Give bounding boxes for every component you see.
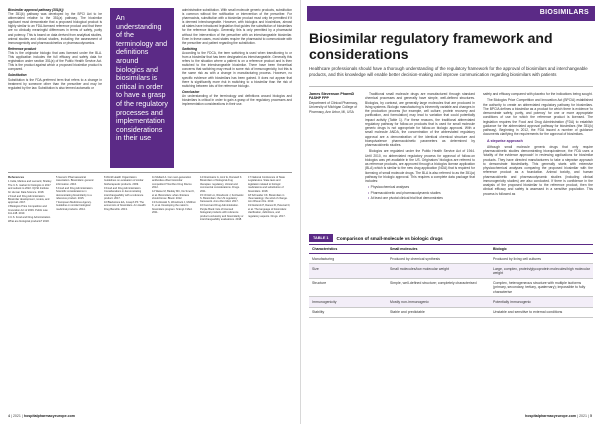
column-header: Small molecules bbox=[387, 245, 490, 254]
section-heading: Substitution bbox=[8, 73, 27, 78]
footer-year: 2021 bbox=[579, 414, 588, 418]
body-text: Although small molecule generic drugs that only require pharmacokinetic studies demonstrating bioequivalence, the FDA uses a 'totality of the evidence approach' in reviewing applications for biosimilar products. They have directed manufacturers to take a stepwise approach to demonstrate biosimilarity. This generally starts with extensive physicochemical analyses comparing the proposed biosimilar with the reference product as a foundation. Animal toxicity, and human pharmacokinetic and pharmacodynamic studies (including clinical immunogenicity studies) are also conducted. If there is confidence in the analysis of the proposed biosimilar to the reference product, then the clinical efficacy and safety is assessed in a sensitive population. This process is followed as bbox=[483, 144, 593, 196]
author-block bbox=[309, 92, 361, 114]
table-cell: Mostly non-immunogenic bbox=[387, 297, 490, 307]
reference-item: 19 Declerck P, Danesi R, Petersel D, et al. The language of biosimilars: clarification, definitions, and regulatory aspects. Drugs. 2017. bbox=[248, 204, 291, 218]
table-row bbox=[309, 254, 593, 264]
table-cell: Size bbox=[309, 264, 387, 278]
table-cell: Large, complex, protein/glycoprotein molecules/high molecular weight bbox=[490, 264, 593, 278]
body-text: This is the originator biologic that was licensed under the BLA. This application includes the full efficacy and safety data for registration under section 351(a) of the Public Health Service Act. This is the product against which a proposed biosimilar product is compared. bbox=[8, 50, 102, 72]
footer-site[interactable]: hospitalpharmacyeurope.com bbox=[23, 414, 75, 418]
table-title: Comparison of small-molecule vs biologic drugs bbox=[336, 235, 443, 241]
table-row bbox=[309, 297, 593, 307]
table-cell: Produced by living cell cultures bbox=[490, 254, 593, 264]
reference-item: 5 Generic Pharmaceutical Association. Biosimilars: general information. 2016. bbox=[56, 176, 94, 186]
reference-item: 8 World Health Organization. Guidelines on evaluation of similar biotherapeutic products. 2009. bbox=[104, 176, 144, 186]
author-affiliation: Department of Clinical Pharmacy, University of Michigan College of Pharmacy, Ann Arbor, MI, USA bbox=[309, 100, 358, 114]
references-column-5 bbox=[200, 176, 244, 404]
references-column-2 bbox=[56, 176, 100, 404]
reference-item: 16 Food and Drug Administration. Purple Book: lists of licensed biological products with reference product exclusivity and biosimilarity or interchangeability evaluations. 2018. bbox=[200, 204, 244, 222]
body-text: An understanding of the terminology and definitions around biologics and biosimilars is critical in order to gain a grasp of the regulatory processes and implementation considerations in their use. bbox=[182, 93, 292, 107]
section-heading: Reference product bbox=[8, 46, 37, 51]
section-heading: Switching bbox=[182, 46, 198, 51]
section-label: BIOSIMILARS bbox=[539, 9, 589, 16]
body-column-b bbox=[483, 92, 593, 230]
reference-item: 3 Biologics Price Competition and Innovation Act of 2009. Public Law 111-148. 2010. bbox=[8, 205, 48, 216]
table-cell: Immunogenicity bbox=[309, 297, 387, 307]
references-heading: References bbox=[8, 176, 25, 179]
page-footer: 4 | 2021 | hospitalpharmacyeurope.com bbox=[8, 414, 75, 418]
reference-item: 1 Cella, Markus and Leonard, Shelley. The U.S. market for biologics in 2017 and outlook to 2022. IQVIA Institute for Human Data Science. 2018. bbox=[8, 180, 52, 194]
pull-quote: An understanding of the terminology and definitions around biologics and biosimilars is critical in order to have a grasp of the regulatory processes and implementation considerations in their use bbox=[110, 8, 174, 168]
column-header: Characteristics bbox=[309, 245, 387, 254]
table-cell: Stable and predictable bbox=[387, 307, 490, 317]
reference-item: 2 Food and Drug Administration. Biosimilar development, review, and approval. 2017. bbox=[8, 194, 50, 205]
table-cell: Unstable and sensitive to external conditions bbox=[490, 307, 593, 317]
list-item: • At least one pivotal clinical trial that demonstrates bbox=[365, 196, 475, 200]
bullet-list bbox=[365, 185, 475, 200]
reference-item: 4 U.S. Food and Drug Administration. What are biological products? 2018. bbox=[8, 216, 51, 223]
body-text: Biologics are regulated under the Public Health Service Act of 1944. Until 2010, no abbreviated regulatory process for approval of follow-on biologics was yet available in the US. Originators' biologics are referred to as reference products, are approved through a biologics license application (BLA) which is similar to the new drug application (NDA) that is required for licensing of small molecule drugs. The BLA is also referred to as the 351(a) pathway for biologic approval. This requires a complete data package that includes: bbox=[365, 149, 475, 183]
body-text: The 351(k) pathway was developed by the BPCI Act to be abbreviated relative to the 351(a) pathway. The biosimilar applicant must demonstrate that a proposed biological product is highly similar to an FDA-licensed reference product and that there are no clinically meaningful differences in terms of safety, purity and potency. This is based on data derived from analytical studies, animal studies and clinical studies, including the assessment of immunogenicity and pharmacokinetics or pharmacodynamics. bbox=[8, 12, 102, 45]
references-column-6 bbox=[248, 176, 292, 404]
reference-item: 18 Schneider CK. Biosimilars in rheumatology: the wind of change. Ann Rheum Dis. 2013. bbox=[248, 193, 288, 204]
article-title: Biosimilar regulatory framework and considerations bbox=[309, 30, 553, 62]
table-cell: Small molecules/low molecular weight bbox=[387, 264, 490, 278]
reference-item: 10 Blackstone EA, Joseph PF. The economics of biosimilars. Am Health Drug Benefits. 2013. bbox=[104, 201, 146, 211]
table-cell: Structure bbox=[309, 278, 387, 297]
table-header-row bbox=[309, 245, 593, 254]
body-text: Traditional small molecule drugs are manufactured through standard chemical processes and generally have simple, well-defined structures. Biologics, by contrast, are generally large molecules that are produced in living systems. Biologic manufacturing is inherently variable and changes in the production process (for example, cell culture, protein recovery and purification, and formulation) may lead to variation that could potentially impact activity (Table 1). For these reasons, the traditional abbreviated regulatory pathway for follow-on products that is used for small molecule generic drugs is not appropriate for follow-on biologic approval. With a small molecule ANDA, the concentration of the abbreviated regulatory approval are a demonstration of the identical chemical structure and bioequivalence pharmacokinetic parameters as determined by pharmacokinetic studies. bbox=[365, 92, 475, 147]
comparison-table bbox=[309, 244, 593, 318]
body-text: Substitution is the FDA-preferred term that refers to a change in treatment by someone other than the prescriber and may be regulated by the law. Substitution is also termed automatic or bbox=[8, 77, 102, 90]
reference-item: 14 Dranitsaris G, Amir E, Dorward K. Biosimilars of biological drug therapies: regulatory, clinical and commercial considerations. Drugs. 2011. bbox=[200, 176, 243, 193]
section-heading: Conclusion bbox=[182, 89, 200, 94]
reference-item: 13 Kozlowski S, Woodcock J, Midthun K, et al. Developing the nation's biosimilars program. N Engl J Med. 2011. bbox=[152, 201, 196, 215]
table-cell: Produced by chemical synthesis bbox=[387, 254, 490, 264]
page-number: 4 bbox=[8, 414, 10, 418]
left-column-3 bbox=[182, 8, 292, 168]
body-text: According to the FDCA, the term switching is used when transitioning to or from a biosimilar that has been designated as interchangeable. Generally this refers to the situation where a patient is on a reference product and is then switched to the interchangeable biosimilar. There have been theoretical concerns that switching may result in some risk of immunogenicity, but this is the same risk as with a change in manufacturing process. However, no specific evidence with biosimilars has been gained. It does not appear that there is significantly more risk in switching to a biosimilar than the risk of switching between lots of the reference biologic. bbox=[182, 50, 292, 88]
table-tag: TABLE 1 bbox=[309, 234, 333, 242]
divider bbox=[8, 172, 292, 173]
table-row bbox=[309, 278, 593, 297]
page-footer: hospitalpharmacyeurope.com | 2021 | 5 bbox=[525, 414, 592, 418]
table-row bbox=[309, 307, 593, 317]
subheading: A stepwise approach bbox=[487, 138, 523, 143]
section-heading: Biosimilar approval pathway (351(k)) bbox=[8, 8, 64, 12]
table-row bbox=[309, 264, 593, 278]
references-column-1 bbox=[8, 176, 52, 404]
right-page bbox=[300, 0, 600, 424]
body-text: The Biologics Price Competition and Innovation Act (BPCIA) established the authority to create an abbreviated regulatory pathway for biosimilars. The BPCIA defines a biosimilar as a product for which there is evidence 'to demonstrate safety, purity, and potency' for one or more appropriate conditions of use for which the reference product is licensed. The legislation requires the Food and Drug Administration (FDA) to establish guidance for the abbreviated approval pathway for biosimilars (the 351(k) pathway). Beginning in 2012, the FDA issued a number of guidance documents clarifying the requirements for the approval of biosimilars. bbox=[483, 98, 593, 137]
body-text: administrative substitution. With small molecule generic products, substitution is common without the notification or intervention of the prescriber. For pharmacists, substitution with a biosimilar product must only be permitted if it is deemed interchangeable. However, with biologics and biosimilars, almost all states have introduced legislation that guides the substitution of biosimilars for the reference biologic. Generally, this is only permitted by a pharmacist without the intervention of the prescriber with an interchangeable biosimilar. Even in these cases, most states require the pharmacist to communicate with the prescriber and patient regarding the substitution. bbox=[182, 8, 292, 45]
page-number: 5 bbox=[590, 414, 592, 418]
column-header: Biologic bbox=[490, 245, 593, 254]
author-name: James Stevenson PharmD FASHP FPP bbox=[309, 92, 355, 101]
body-column-a bbox=[365, 92, 475, 230]
left-column-1 bbox=[8, 8, 102, 168]
standfirst: Healthcare professionals should have a thorough understanding of the regulatory framework for the approval of biosimilars and interchangeable products, and this knowledge will enable better decision-making and improve communication regarding biosimilars with patients bbox=[309, 66, 588, 77]
reference-item: 7 European Medicines Agency. Guideline on similar biological medicinal products. 2014. bbox=[56, 201, 92, 211]
comparison-table-block bbox=[309, 234, 593, 318]
list-item: • Physicochemical analyses bbox=[365, 185, 475, 189]
reference-item: 17 National Conference of State Legislatures. State laws and legislation related to biologic medications and substitution of biosimilars. 2018. bbox=[248, 176, 285, 193]
footer-site[interactable]: hospitalpharmacyeurope.com bbox=[525, 414, 577, 418]
reference-item: 6 Food and Drug Administration. Scientific considerations in demonstrating biosimilarity to a reference product. 2015. bbox=[56, 186, 94, 201]
table-cell: Potentially immunogenic bbox=[490, 297, 593, 307]
reference-item: 9 Food and Drug Administration. Considerations in demonstrating interchangeability with a reference product. 2017. bbox=[104, 186, 144, 201]
table-cell: Manufacturing bbox=[309, 254, 387, 264]
table-cell: Complex, heterogeneous structure with multiple isoforms (primary, secondary, tertiary, quaternary); impossible to fully characterise bbox=[490, 278, 593, 297]
table-cell: Simple, well-defined structure; completely characterised bbox=[387, 278, 490, 297]
footer-year: 2021 bbox=[12, 414, 21, 418]
list-item: • Pharmacokinetic and pharmacodynamic studies bbox=[365, 191, 475, 195]
section-bar bbox=[307, 6, 595, 21]
table-caption bbox=[309, 234, 593, 242]
divider bbox=[309, 86, 593, 87]
reference-item: 11 Mullard A. Can next-generation antibodies offset biosimilar competition? Nat Rev Drug Discov. 2012. bbox=[152, 176, 193, 190]
table-cell: Stability bbox=[309, 307, 387, 317]
references-column-4 bbox=[152, 176, 196, 404]
reference-item: 15 Christl LA, Woodcock J, Kozlowski S. Biosimilars: the US regulatory framework. Annu Rev Med. 2017. bbox=[200, 193, 244, 204]
body-text: safety and efficacy compared with placebo for the indications being sought. bbox=[483, 92, 593, 96]
references-column-3 bbox=[104, 176, 148, 404]
reference-item: 12 Weise M, Bielsky MC, De Smet K, et al. Biosimilars: what clinicians should know. Blood. 2012. bbox=[152, 190, 195, 201]
